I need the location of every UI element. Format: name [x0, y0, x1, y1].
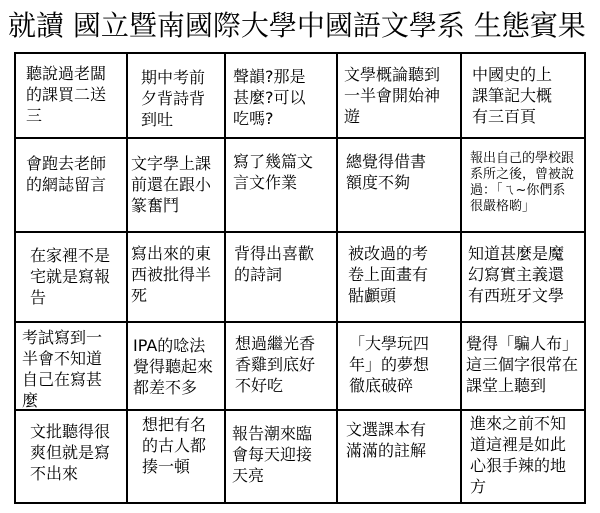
cell-text: 想過繼光香 香雞到底好 不好吃	[235, 334, 316, 395]
cell-text: 總覺得借書 額度不夠	[346, 152, 427, 192]
cell-text: 期中考前 夕背詩背 到吐	[141, 68, 206, 129]
cell-text: 寫出來的東 西被批得半 死	[131, 244, 212, 305]
bingo-row	[16, 411, 586, 504]
bingo-cell	[338, 54, 462, 139]
cell-text: 會跑去老師 的網誌留言	[26, 154, 107, 194]
bingo-cell	[462, 54, 586, 139]
bingo-cell	[226, 411, 338, 504]
cell-text: 聲韻?那是 甚麼?可以 吃嗎?	[233, 67, 306, 128]
cell-text: 在家裡不是 宅就是寫報 告	[30, 246, 111, 307]
bingo-cell	[128, 411, 226, 504]
bingo-cell	[462, 139, 586, 233]
cell-text: 背得出喜歡 的詩詞	[234, 244, 315, 284]
cell-text: 知道甚麼是魔 幻寫實主義還 有西班牙文學	[468, 244, 565, 305]
bingo-cell	[16, 411, 128, 504]
bingo-cell	[16, 233, 128, 323]
cell-text: 文學概論聽到 一半會開始神 遊	[344, 65, 441, 126]
bingo-cell	[338, 139, 462, 233]
bingo-cell	[128, 233, 226, 323]
cell-text: 文批聽得很 爽但就是寫 不出來	[30, 422, 111, 483]
bingo-row	[16, 54, 586, 139]
bingo-cell	[338, 233, 462, 323]
bingo-row	[16, 233, 586, 323]
cell-text: 文字學上課 前還在跟小 篆奮鬥	[131, 154, 212, 215]
cell-text: 文選課本有 滿滿的註解	[346, 420, 427, 460]
bingo-cell	[462, 411, 586, 504]
bingo-cell	[338, 323, 462, 411]
bingo-cell	[226, 54, 338, 139]
cell-text: 聽說過老闆 的課買二送 三	[26, 64, 107, 125]
cell-text: IPA的唸法 覺得聽起來 都差不多	[133, 336, 214, 397]
bingo-row	[16, 139, 586, 233]
bingo-cell	[128, 139, 226, 233]
bingo-cell	[226, 323, 338, 411]
cell-text: 想把有名 的古人都 揍一頓	[142, 415, 207, 476]
bingo-cell	[16, 139, 128, 233]
cell-text: 報告潮來臨 會每天迎接 天亮	[232, 424, 313, 485]
bingo-cell	[16, 323, 128, 411]
cell-text: 寫了幾篇文 言文作業	[233, 152, 314, 192]
bingo-cell	[338, 411, 462, 504]
bingo-cell	[462, 233, 586, 323]
cell-text: 被改過的考 卷上面畫有 骷顱頭	[348, 244, 429, 305]
bingo-cell	[226, 139, 338, 233]
bingo-cell	[226, 233, 338, 323]
bingo-row	[16, 323, 586, 411]
bingo-cell	[16, 54, 128, 139]
cell-text: 進來之前不知 道這裡是如此 心狠手辣的地 方	[470, 414, 567, 496]
bingo-cell	[462, 323, 586, 411]
cell-text: 報出自己的學校跟 系所之後，曾被說 過：「ㄟ~你們系 很嚴格喲」	[470, 151, 575, 214]
cell-text: 考試寫到一 半會不知道 自己在寫甚 麼	[22, 328, 103, 410]
bingo-cell	[128, 54, 226, 139]
bingo-grid	[14, 52, 586, 504]
page-title: 就讀 國立暨南國際大學中國語文學系 生態賓果	[8, 9, 586, 42]
cell-text: 中國史的上 課筆記大概 有三百頁	[472, 65, 553, 126]
bingo-cell	[128, 323, 226, 411]
cell-text: 「大學玩四 年」的夢想 徹底破碎	[349, 334, 430, 395]
cell-text: 覺得「騙人布」 這三個字很常在 課堂上聽到	[466, 334, 579, 395]
